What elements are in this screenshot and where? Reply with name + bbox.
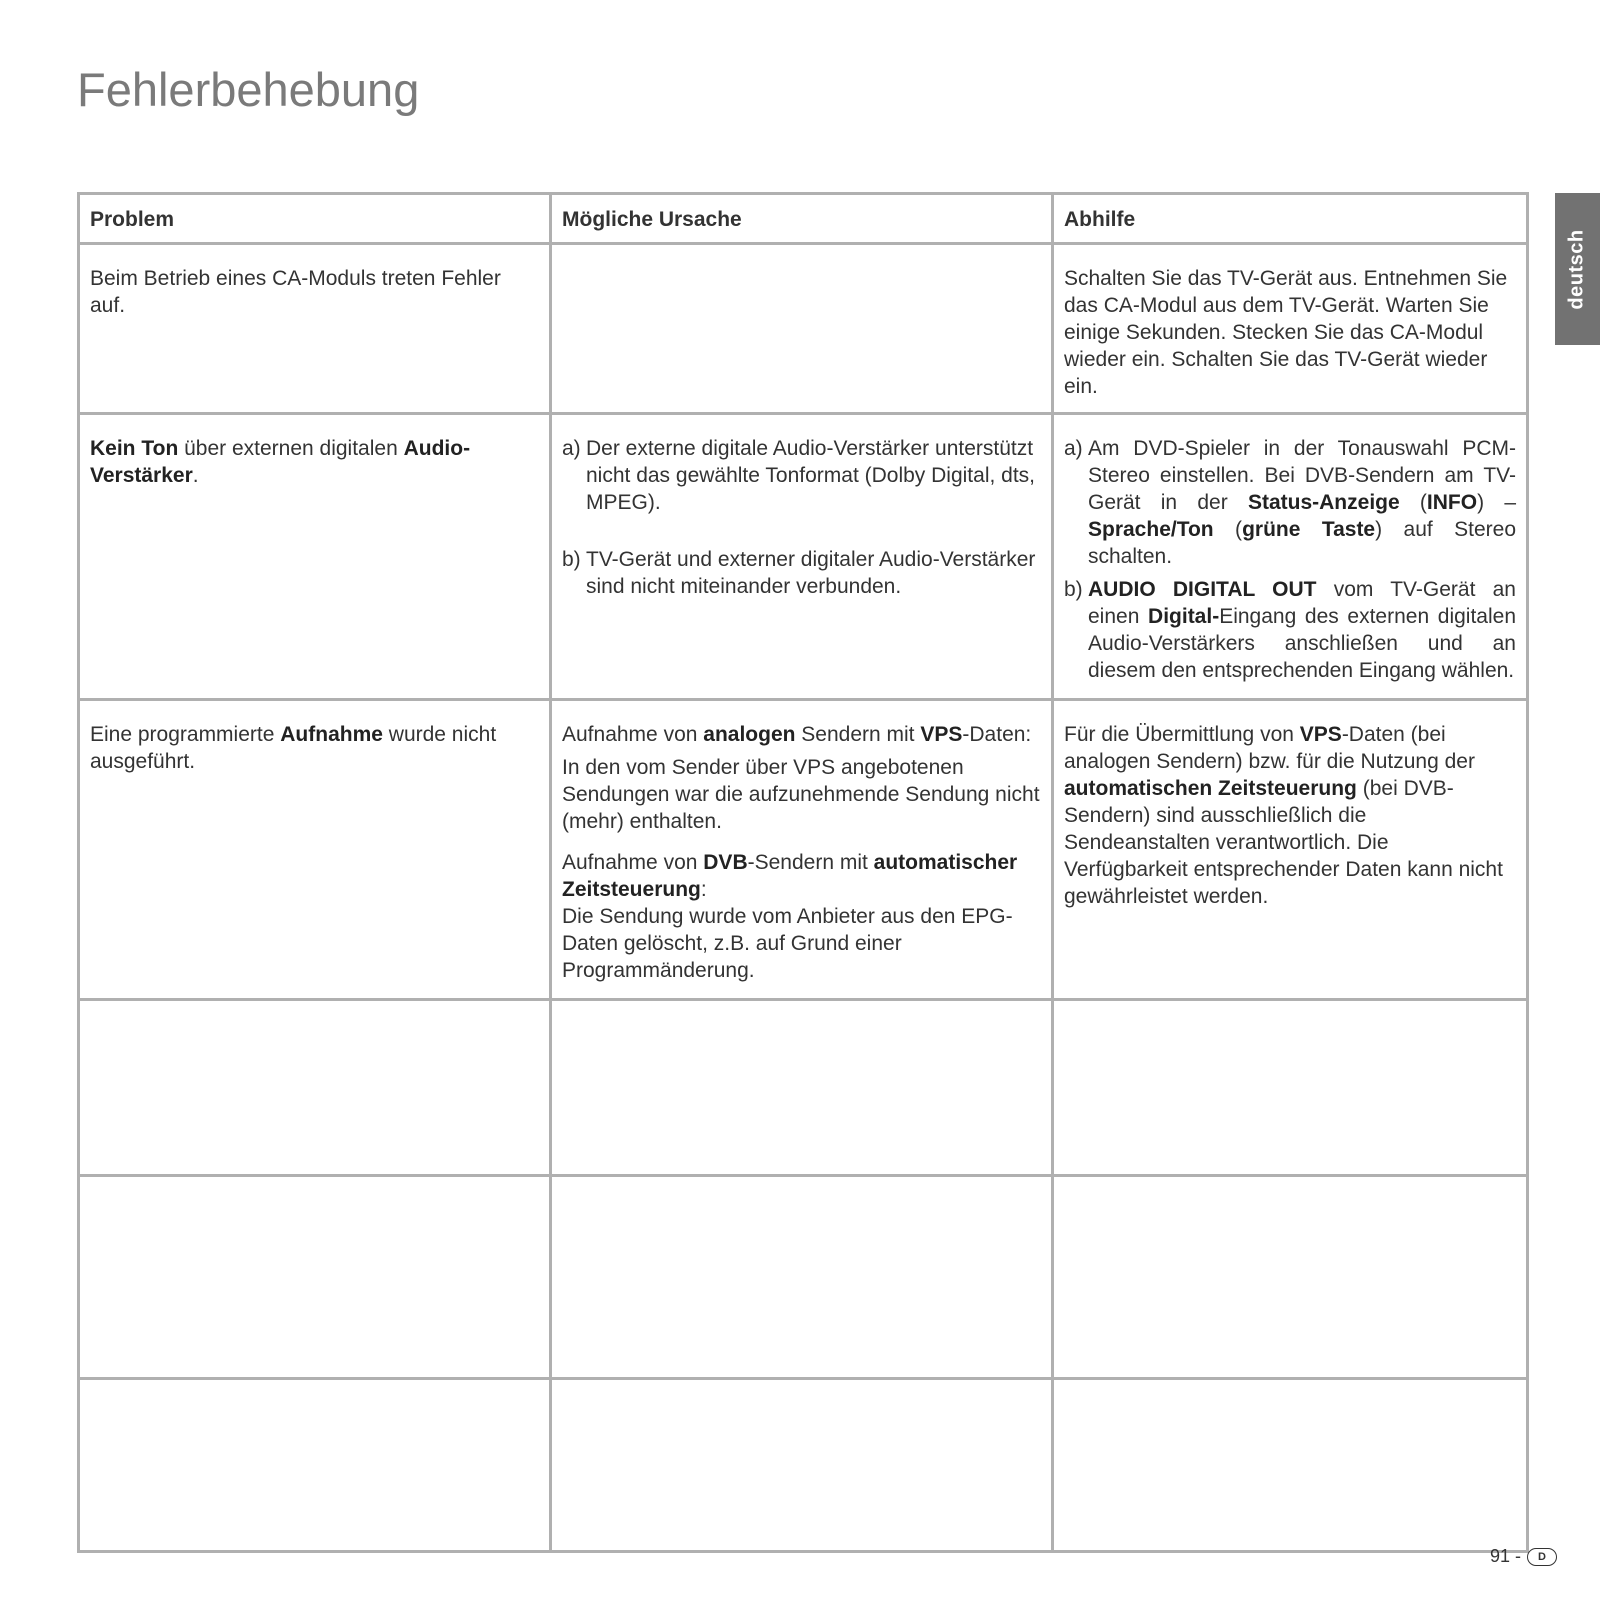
remedy-item-b: b) AUDIO DIGITAL OUT vom TV-Gerät an einen Digital-Eingang des externen digitalen Audio-Verstärkers anschließen und an diesem den entsprechenden Eingang wählen. xyxy=(1064,578,1516,682)
row3-remedy: Für die Übermittlung von VPS-Daten (bei analogen Sendern) bzw. für die Nutzung der automatischen Zeitsteuerung (bei DVB-Sendern) sind ausschließlich die Sendeanstalten verantwortlich. Die Verfügbarkeit entsprechender Daten kann nicht gewährleistet werden. xyxy=(1053,700,1528,1000)
row3-problem: Eine programmierte Aufnahme wurde nicht ausgeführt. xyxy=(79,700,551,1000)
remedy-item-a: a) Am DVD-Spieler in der Tonauswahl PCM-Stereo einstellen. Bei DVB-Sendern am TV-Gerät in der Status-Anzeige (INFO) – Sprache/Ton (grüne Taste) auf Stereo schalten. xyxy=(1064,437,1517,568)
empty-cell xyxy=(1053,1379,1528,1552)
page-footer xyxy=(1490,1546,1557,1567)
row1-remedy: Schalten Sie das TV-Gerät aus. Entnehmen Sie das CA-Modul aus dem TV-Gerät. Warten Sie einige Sekunden. Stecken Sie das CA-Modul wieder ein. Schalten Sie das TV-Gerät wieder ein. xyxy=(1053,244,1528,414)
empty-cell xyxy=(551,1379,1053,1552)
empty-cell xyxy=(551,1000,1053,1176)
empty-cell xyxy=(79,1000,551,1176)
page-title: Fehlerbehebung xyxy=(77,63,420,116)
row2-remedy xyxy=(1053,414,1528,700)
row3-cause xyxy=(551,700,1053,1000)
empty-cell xyxy=(551,1176,1053,1379)
row2-problem: Kein Ton über externen digitalen Audio-Verstärker. xyxy=(79,414,551,700)
cause-item-b: b) TV-Gerät und externer digitaler Audio-Verstärker sind nicht miteinander verbunden. xyxy=(562,548,1036,598)
row1-cause xyxy=(551,244,1053,414)
language-tab-label: deutsch xyxy=(1566,228,1588,310)
empty-cell xyxy=(1053,1000,1528,1176)
table-row xyxy=(79,1000,1528,1176)
cause-item-a: a) Der externe digitale Audio-Verstärker unterstützt nicht das gewählte Tonformat (Dolby Digital, dts, MPEG). xyxy=(562,437,1035,514)
table-row xyxy=(79,1176,1528,1379)
table-row xyxy=(79,700,1528,1000)
header-remedy: Abhilfe xyxy=(1053,194,1528,244)
table-row xyxy=(79,244,1528,414)
language-tab xyxy=(1555,193,1600,345)
cause-para-2: In den vom Sender über VPS angebotenen Sendungen war die aufzunehmende Sendung nicht (mehr) enthalten. xyxy=(562,756,1040,833)
row1-problem: Beim Betrieb eines CA-Moduls treten Fehler auf. xyxy=(79,244,551,414)
table-row xyxy=(79,414,1528,700)
troubleshooting-table xyxy=(77,192,1529,1553)
row2-cause xyxy=(551,414,1053,700)
table-row xyxy=(79,1379,1528,1552)
page-number: 91 - xyxy=(1490,1546,1522,1566)
table-header-row xyxy=(79,194,1528,244)
empty-cell xyxy=(1053,1176,1528,1379)
language-badge: D xyxy=(1527,1548,1557,1566)
cause-para-4: Die Sendung wurde vom Anbieter aus den EPG-Daten gelöscht, z.B. auf Grund einer Programmänderung. xyxy=(562,905,1013,982)
header-cause: Mögliche Ursache xyxy=(551,194,1053,244)
empty-cell xyxy=(79,1176,551,1379)
cause-para-3: Aufnahme von DVB-Sendern mit automatischer Zeitsteuerung: xyxy=(562,851,1018,901)
cause-para-1: Aufnahme von analogen Sendern mit VPS-Daten: xyxy=(562,723,1032,746)
header-problem: Problem xyxy=(79,194,551,244)
empty-cell xyxy=(79,1379,551,1552)
